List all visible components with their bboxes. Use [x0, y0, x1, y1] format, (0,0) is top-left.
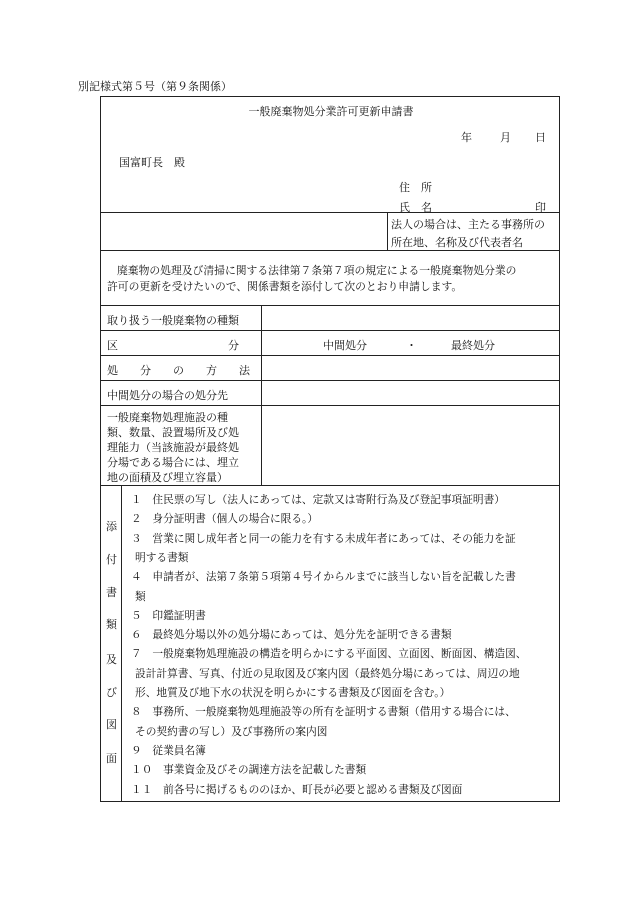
- attachment-line: ３ 営業に関し成年者と同一の能力を有する未成年者にあっては、その能力を証: [131, 531, 516, 545]
- attachment-line: １ 住民票の写し（法人にあっては、定款又は寄附行為及び登記事項証明書）: [131, 493, 505, 506]
- attachments-label-char: 付: [106, 553, 117, 566]
- attachment-line: ４ 申請者が、法第７条第５項第４号イからルまでに該当しない旨を記載した書: [131, 570, 516, 584]
- attachments-label-char: 類: [106, 618, 117, 631]
- addressee: 国富町長 殿: [119, 156, 185, 169]
- attachments-label-char: 添: [106, 520, 117, 533]
- attachment-line: 類: [135, 589, 146, 603]
- category-final: 最終処分: [451, 339, 495, 352]
- attachment-line: ５ 印鑑証明書: [131, 608, 206, 622]
- row-waste-type: 取り扱う一般廃棄物の種類: [107, 314, 239, 327]
- address-label: 住 所: [399, 181, 432, 194]
- attachments-label-char: 及: [106, 653, 117, 666]
- attachment-line: 明する書類: [135, 550, 189, 564]
- attachments-label-char: 書: [106, 586, 117, 599]
- attachments-label-char: 図: [106, 718, 117, 731]
- category-separator: ・: [406, 339, 417, 352]
- row-facility-line4: 分場である場合には、埋立: [107, 456, 239, 469]
- date-month: 月: [500, 131, 511, 144]
- row-category: 区 分: [107, 339, 239, 352]
- attachment-line: 設計計算書、写真、付近の見取図及び案内図（最終処分場にあっては、周辺の地: [135, 666, 520, 680]
- row-intermediate-destination: 中間処分の場合の処分先: [107, 389, 228, 402]
- row-facility-line1: 一般廃棄物処理施設の種: [107, 411, 228, 424]
- attachment-line: ６ 最終処分場以外の処分場にあっては、処分先を証明できる書類: [131, 628, 452, 642]
- application-form: [100, 96, 560, 802]
- corporation-note-line2: 所在地、名称及び代表者名: [391, 236, 523, 249]
- row-facility-line5: 地の面積及び埋立容量）: [107, 471, 228, 484]
- attachment-line: ９ 従業員名簿: [131, 743, 206, 757]
- date-year: 年: [461, 131, 472, 144]
- form-title: 一般廃棄物処分業許可更新申請書: [248, 105, 414, 118]
- seal-mark: 印: [535, 201, 546, 214]
- attachment-line: ２ 身分証明書（個人の場合に限る。）: [131, 512, 319, 526]
- attachment-line: ７ 一般廃棄物処理施設の構造を明らかにする平面図、立面図、断面図、構造図、: [131, 647, 527, 661]
- row-facility-line2: 類、数量、設置場所及び処: [107, 426, 239, 439]
- attachment-line: １１ 前各号に掲げるもののほか、町長が必要と認める書類及び図面: [131, 782, 463, 796]
- row-facility-line3: 理能力（当該施設が最終処: [107, 441, 239, 454]
- attachment-line: 形、地質及び地下水の状況を明らかにする書類及び図面を含む。）: [135, 686, 451, 699]
- attachment-line: その契約書の写し）及び事務所の案内図: [135, 724, 328, 738]
- name-label: 氏 名: [399, 201, 432, 214]
- date-day: 日: [535, 131, 546, 144]
- attachments-label-char: 面: [106, 752, 117, 765]
- attachment-line: １０ 事業資金及びその調達方法を記載した書類: [131, 763, 367, 777]
- row-method: 処 分 の 方 法: [107, 364, 250, 377]
- category-intermediate: 中間処分: [323, 339, 367, 352]
- statement-line1: 廃棄物の処理及び清掃に関する法律第７条第７項の規定による一般廃棄物処分業の: [117, 264, 517, 277]
- attachments-label-char: び: [106, 686, 117, 699]
- attachment-line: ８ 事務所、一般廃棄物処理施設等の所有を証明する書類（借用する場合には、: [131, 705, 516, 719]
- form-style-label: 別記様式第５号（第９条関係）: [78, 80, 232, 93]
- corporation-note-line1: 法人の場合は、主たる事務所の: [391, 218, 545, 231]
- statement-line2: 許可の更新を受けたいので、関係書類を添付して次のとおり申請します。: [107, 280, 463, 293]
